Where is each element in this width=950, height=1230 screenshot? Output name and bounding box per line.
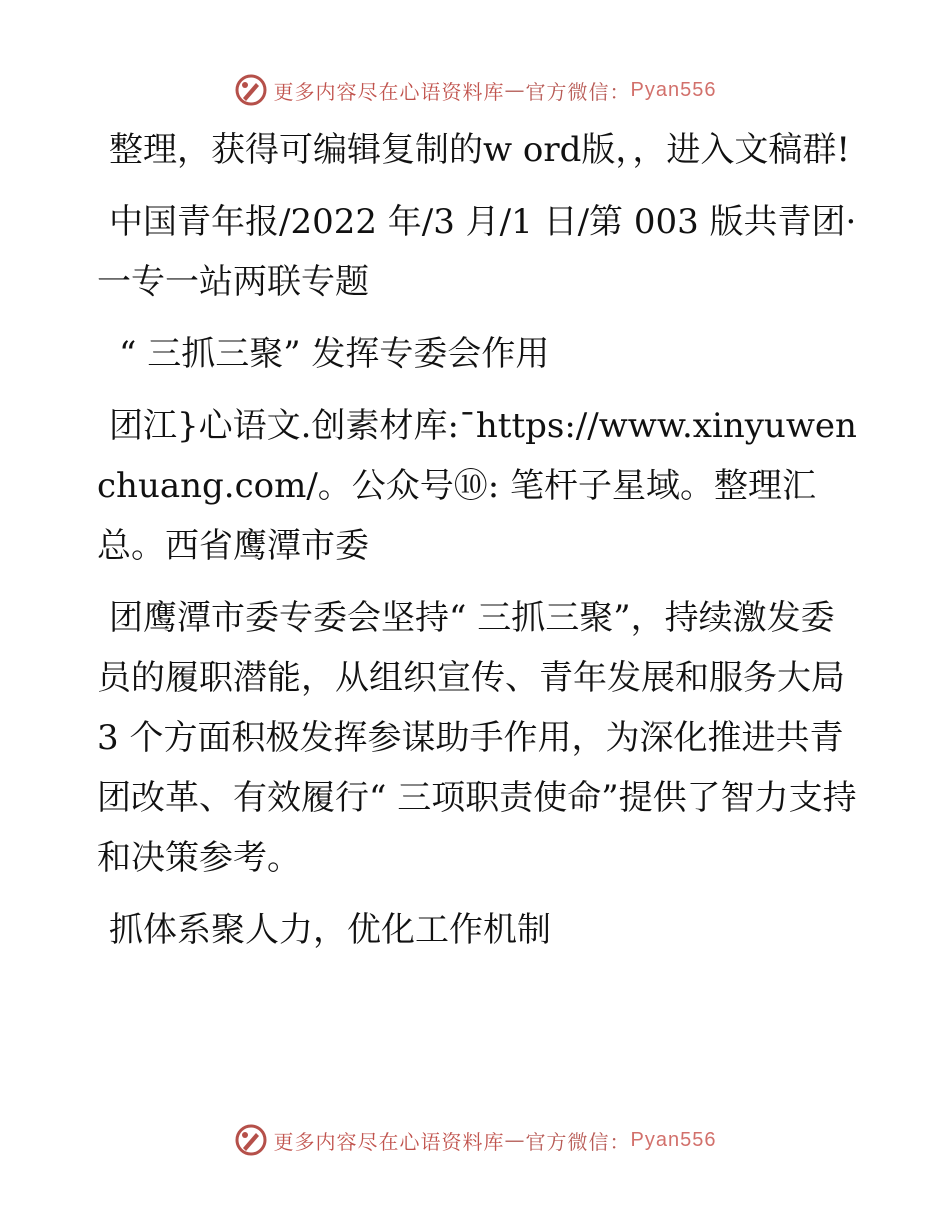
paragraph-intro: 整理，获得可编辑复制的w ord版，，进入文稿群! [109, 130, 851, 170]
footer-banner [0, 1120, 950, 1160]
banner-handle: Pyan556 [630, 78, 717, 101]
section-heading: 抓体系聚人力，优化工作机制 [109, 910, 551, 950]
header-banner [0, 70, 950, 110]
banner-official: 官方微信： [525, 79, 631, 104]
paragraph-body: 团鹰潭市委专委会坚持“ 三抓三聚”，持续激发委员的履职潜能，从组织宣传、青年发展和服务大局 3 个方面积极发挥参谋助手作用，为深化推进共青团改革、有效履行“ 三项职责使命”提供了智力支持和决策参考。 [97, 598, 857, 878]
article-title: “ 三抓三聚” 发挥专委会作用 [119, 334, 550, 374]
banner-separator: — [504, 78, 526, 102]
banner-handle: Pyan556 [630, 1128, 717, 1151]
banner-name: 更多内容尽在心语资料库 [273, 1129, 505, 1154]
document-body [97, 120, 857, 972]
pen-logo-icon [234, 73, 268, 107]
banner-name: 更多内容尽在心语资料库 [273, 79, 505, 104]
banner-official: 官方微信： [525, 1129, 631, 1154]
pen-logo-icon [234, 1123, 268, 1157]
banner-separator: — [504, 1128, 526, 1152]
paragraph-source: 中国青年报/2022 年/3 月/1 日/第 003 版共青团· 一专一站两联专题 [97, 202, 857, 302]
paragraph-author: 团江}心语文.创素材库:¯https://www.xinyuwenchuang.com/。公众号⑩: 笔杆子星域。整理汇总。西省鹰潭市委 [97, 406, 857, 566]
